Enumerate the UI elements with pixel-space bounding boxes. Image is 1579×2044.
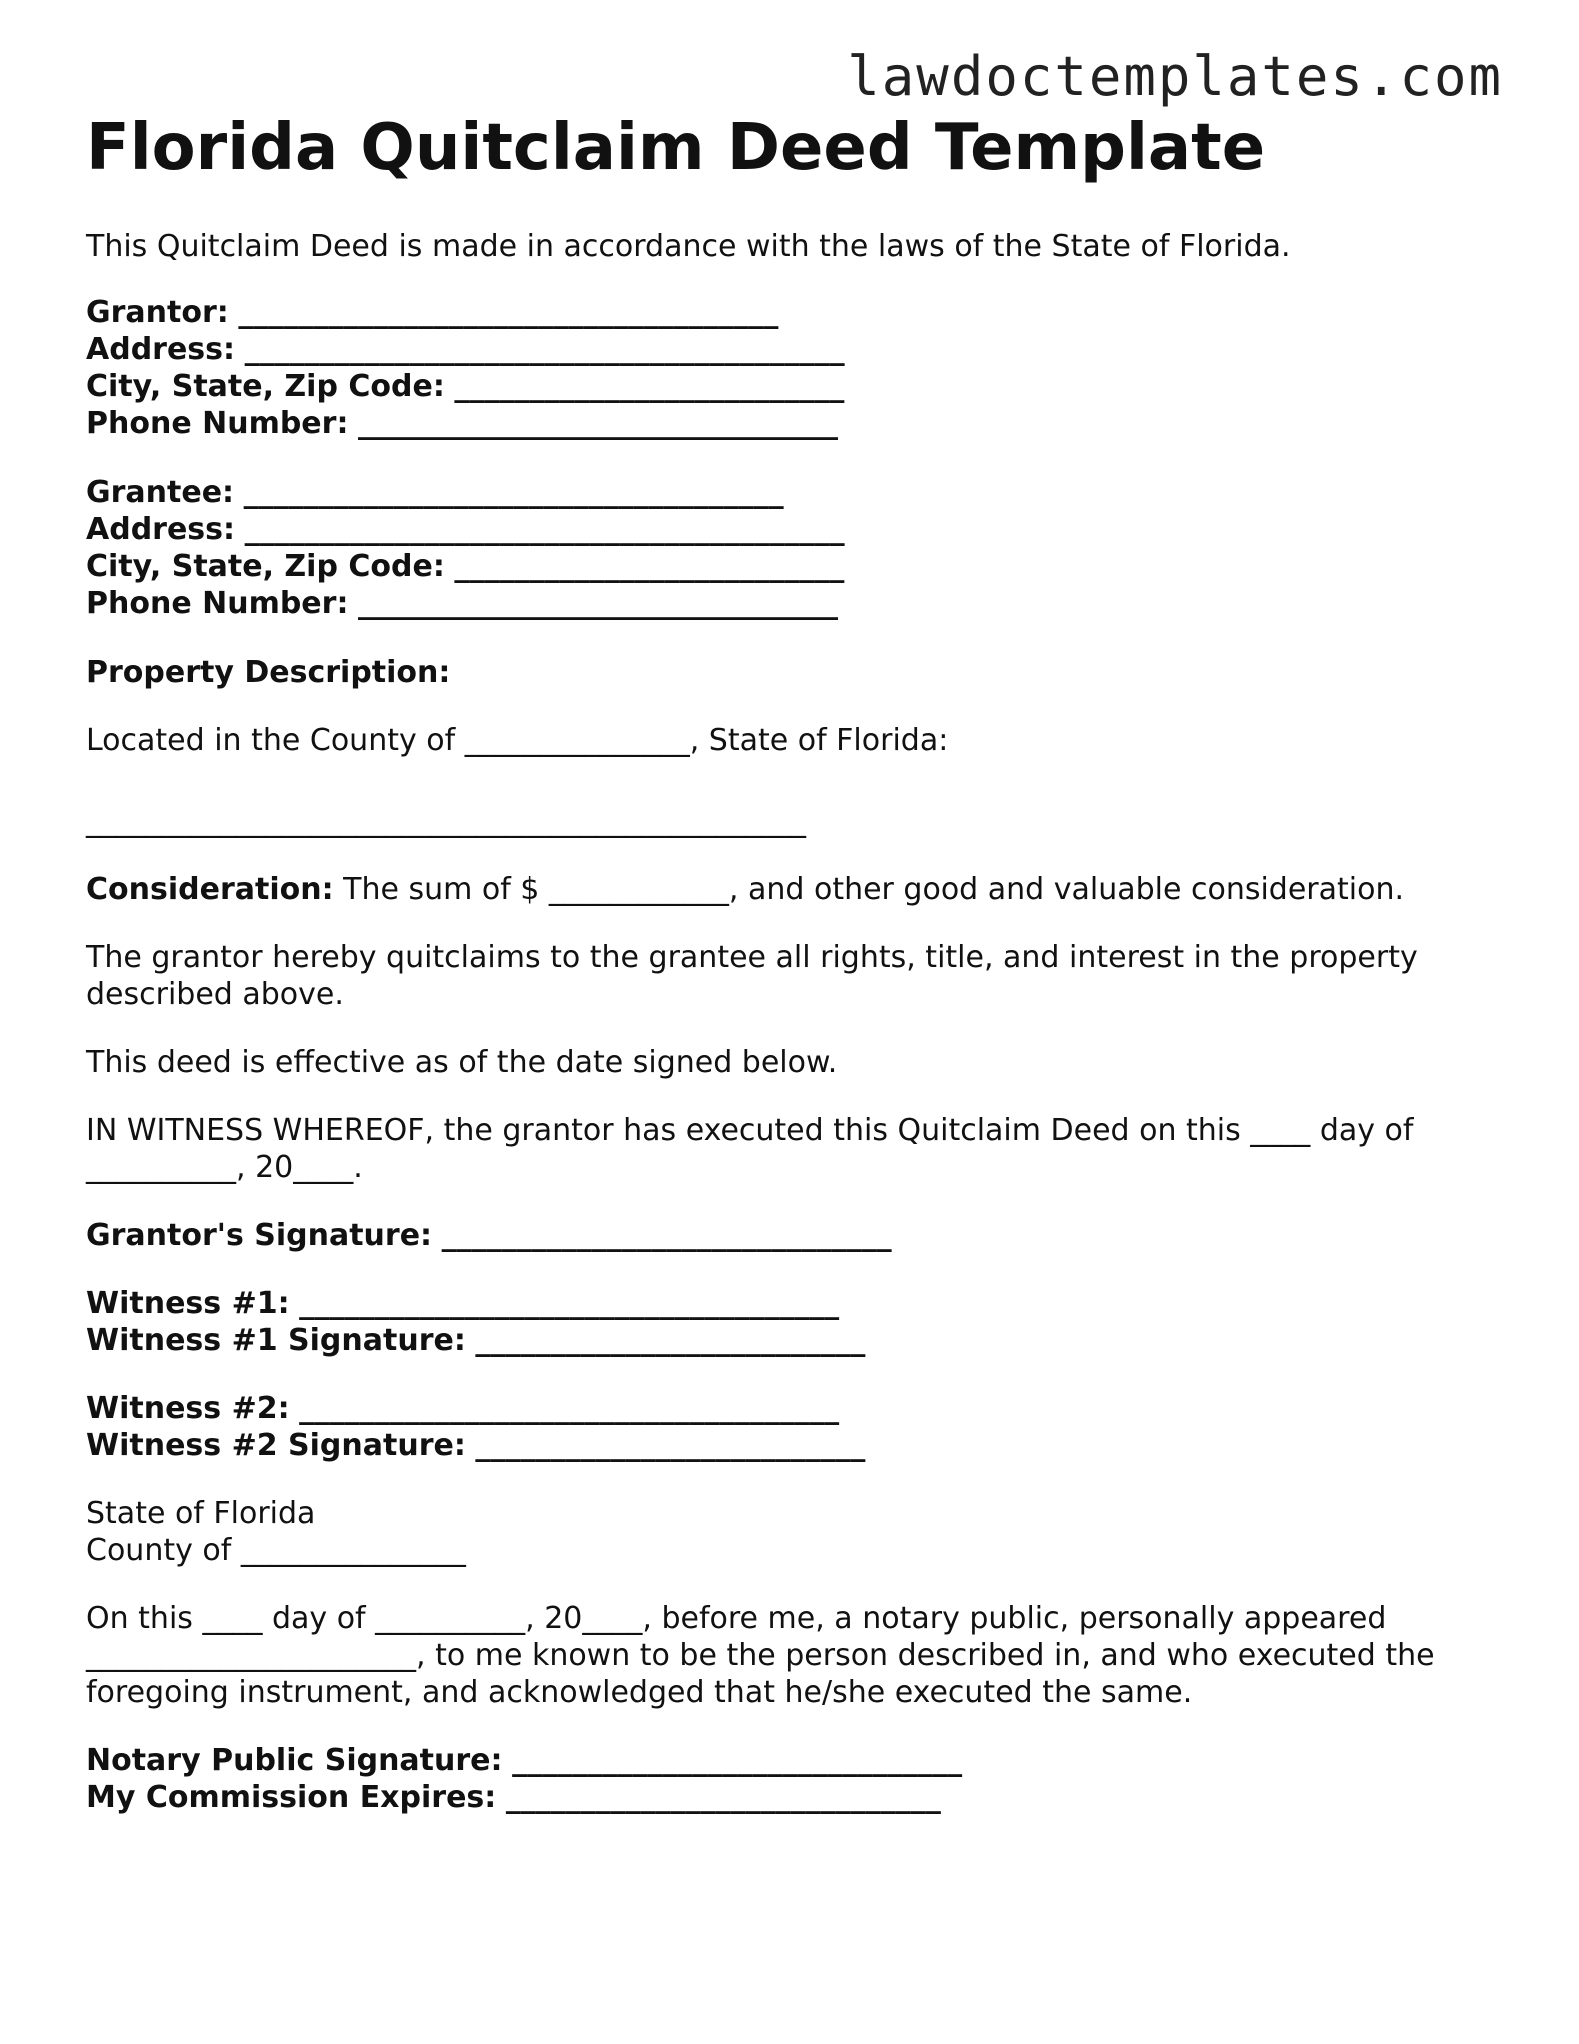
property-description-field[interactable]: ________________________________________________ [86,804,806,839]
consideration-label: Consideration: [86,872,334,907]
grantee-city-field[interactable]: __________________________ [454,549,845,584]
notary-signature-label: Notary Public Signature: [86,1743,503,1778]
grantor-name-label: Grantor: [86,295,229,330]
grantor-city-line [86,368,1506,405]
notary-commission-line [86,1779,1506,1816]
witness-whereof-text: IN WITNESS WHEREOF, the grantor has executed this Quitclaim Deed on this ____ day of __________, 20____. [86,1113,1414,1185]
witness1-signature-field[interactable]: __________________________ [475,1323,866,1358]
grantor-signature-line [86,1217,1506,1254]
grantor-address-line [86,331,1506,368]
page-title: Florida Quitclaim Deed Template [86,111,1266,185]
witness1-signature-label: Witness #1 Signature: [86,1323,466,1358]
property-county-line: Located in the County of _______________, State of Florida: [86,723,949,758]
grantee-phone-line [86,585,1506,622]
grantor-city-label: City, State, Zip Code: [86,369,445,404]
notary-commission-label: My Commission Expires: [86,1780,497,1815]
notary-county-line[interactable]: County of _______________ [86,1533,466,1568]
witness1-name-label: Witness #1: [86,1286,290,1321]
grantee-city-label: City, State, Zip Code: [86,549,445,584]
consideration-text: The sum of $ ____________, and other good and valuable consideration. [333,872,1405,907]
grantee-phone-label: Phone Number: [86,586,349,621]
grantor-signature-label: Grantor's Signature: [86,1218,433,1253]
witness2-signature-line [86,1427,1506,1464]
grantor-address-field[interactable]: ________________________________________ [244,332,845,367]
grantor-address-label: Address: [86,332,236,367]
grantor-signature-field[interactable]: ______________________________ [441,1218,892,1253]
witness2-signature-label: Witness #2 Signature: [86,1428,466,1463]
witness2-signature-field[interactable]: __________________________ [475,1428,866,1463]
witness1-signature-line [86,1322,1506,1359]
witness2-name-line [86,1390,1506,1427]
quitclaim-text: The grantor hereby quitclaims to the grantee all rights, title, and interest in the property described above. [86,940,1418,1012]
intro-text: This Quitclaim Deed is made in accordance with the laws of the State of Florida. [86,229,1291,264]
notary-commission-field[interactable]: _____________________________ [505,1780,941,1815]
site-watermark: lawdoctemplates.com [847,45,1503,108]
grantee-name-label: Grantee: [86,475,235,510]
effective-text: This deed is effective as of the date signed below. [86,1045,838,1080]
grantee-city-line [86,548,1506,585]
grantor-phone-line [86,405,1506,442]
witness1-section [86,1285,1506,1359]
witness2-name-field[interactable]: ____________________________________ [299,1391,840,1426]
grantee-address-label: Address: [86,512,236,547]
grantee-address-line [86,511,1506,548]
notary-venue [86,1495,1506,1569]
notary-acknowledgment: On this ____ day of __________, 20____, before me, a notary public, personally appeared ______________________, to me known to be the person described in, and who executed the foregoing instrument, and acknowledged that he/she executed the same. [86,1601,1435,1710]
notary-state-line: State of Florida [86,1496,316,1531]
notary-signature-field[interactable]: ______________________________ [512,1743,963,1778]
grantee-name-field[interactable]: ____________________________________ [243,475,784,510]
witness1-name-line [86,1285,1506,1322]
grantee-name-line [86,474,1506,511]
witness2-section [86,1390,1506,1464]
grantor-phone-label: Phone Number: [86,406,349,441]
witness1-name-field[interactable]: ____________________________________ [299,1286,840,1321]
grantee-phone-field[interactable]: ________________________________ [358,586,838,621]
grantor-section [86,294,1506,442]
grantor-name-line [86,294,1506,331]
consideration-line [86,871,1506,908]
notary-signature-line [86,1742,1506,1779]
document-body [86,112,1506,1816]
grantor-name-field[interactable]: ____________________________________ [238,295,779,330]
notary-signature-section [86,1742,1506,1816]
property-heading: Property Description: [86,655,451,690]
grantee-address-field[interactable]: ________________________________________ [244,512,845,547]
grantor-phone-field[interactable]: ________________________________ [358,406,838,441]
grantee-section [86,474,1506,622]
grantor-city-field[interactable]: __________________________ [454,369,845,404]
witness2-name-label: Witness #2: [86,1391,290,1426]
